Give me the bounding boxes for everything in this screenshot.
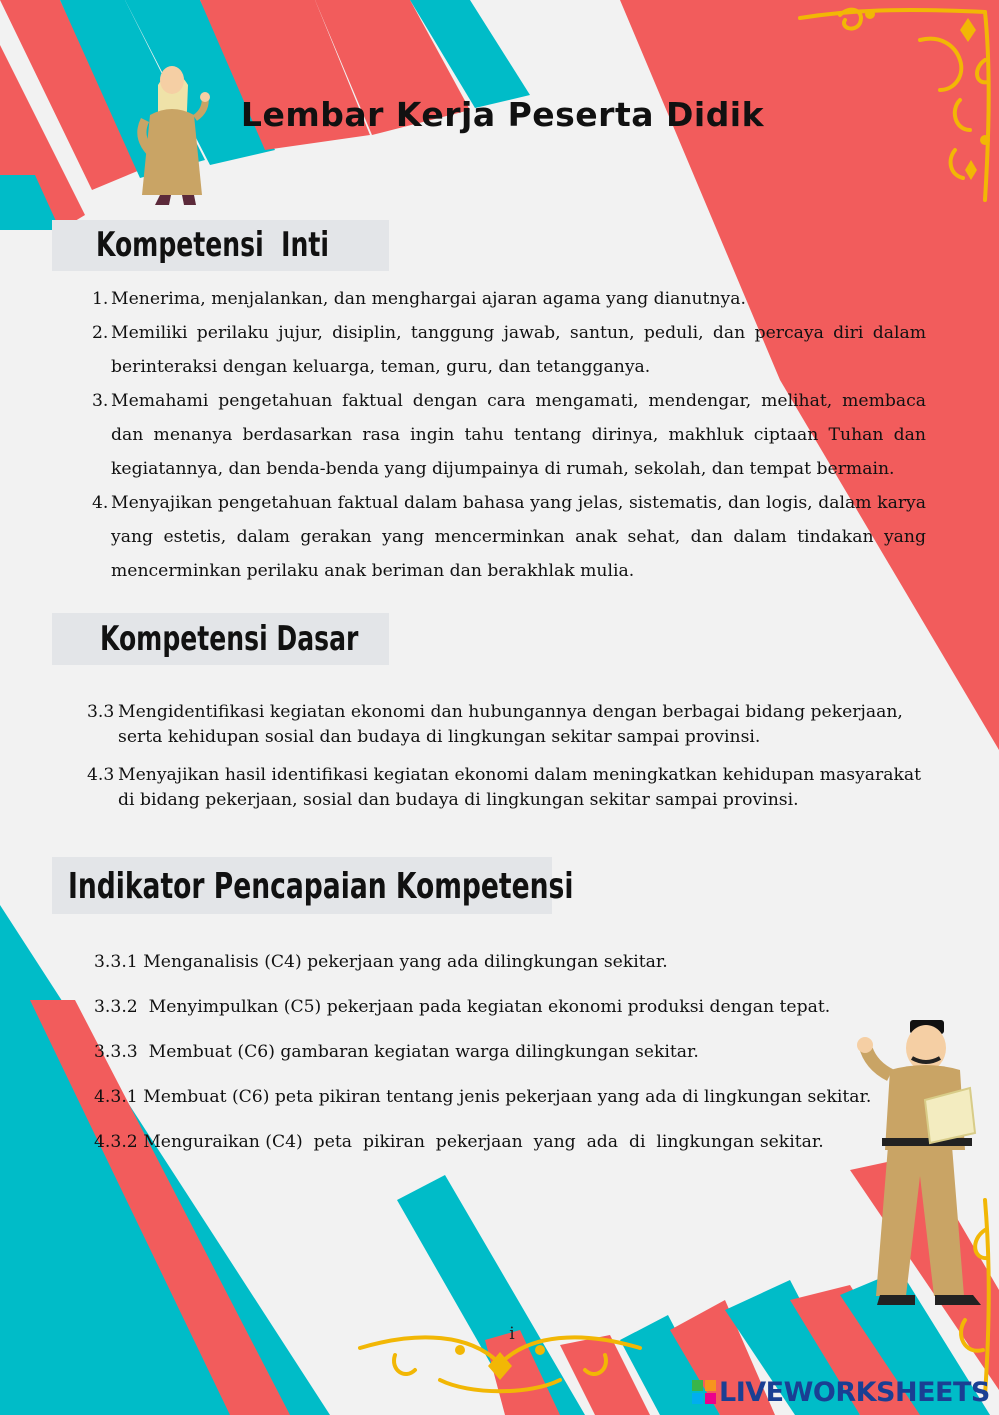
indikator-list <box>94 950 874 1175</box>
list-item: 1. Menerima, menjalankan, dan menghargai ajaran agama yang dianutnya. <box>92 289 746 309</box>
liveworksheets-logo-icon <box>692 1380 716 1404</box>
section-heading-indikator: Indikator Pencapaian Kompetensi <box>68 866 574 907</box>
page-title: Lembar Kerja Peserta Didik <box>240 95 765 134</box>
list-item: 4.3.2 Menguraikan (C4) peta pikiran pekerjaan yang ada di lingkungan sekitar. <box>94 1132 824 1152</box>
section-heading-kompetensi-dasar: Kompetensi Dasar <box>100 619 359 659</box>
kompetensi-inti-list <box>92 282 926 588</box>
list-item: 3.3.3 Membuat (C6) gambaran kegiatan warga dilingkungan sekitar. <box>94 1042 699 1062</box>
list-item: 3.3 Mengidentifikasi kegiatan ekonomi dan hubungannya dengan berbagai bidang pekerjaan, serta kehidupan sosial dan budaya di lingkungan sekitar sampai provinsi. <box>87 702 903 747</box>
list-item: 2. Memiliki perilaku jujur, disiplin, tanggung jawab, santun, peduli, dan percaya diri dalam berinteraksi dengan keluarga, teman, guru, dan tetangganya. <box>92 323 926 377</box>
page-number: i <box>509 1324 515 1344</box>
liveworksheets-watermark <box>692 1374 992 1410</box>
list-item: 3.3.1 Menganalisis (C4) pekerjaan yang ada dilingkungan sekitar. <box>94 952 668 972</box>
section-heading-kompetensi-inti: Kompetensi Inti <box>96 225 329 265</box>
list-item: 4.3.1 Membuat (C6) peta pikiran tentang jenis pekerjaan yang ada di lingkungan sekitar. <box>94 1087 872 1107</box>
list-item: 3. Memahami pengetahuan faktual dengan cara mengamati, mendengar, melihat, membaca dan menanya berdasarkan rasa ingin tahu tentang dirinya, makhluk ciptaan Tuhan dan kegiatannya, dan benda-benda yang dijumpainya di rumah, sekolah, dan tempat bermain. <box>92 391 926 479</box>
list-item: 4.3 Menyajikan hasil identifikasi kegiatan ekonomi dalam meningkatkan kehidupan masyarakat di bidang pekerjaan, sosial dan budaya di lingkungan sekitar sampai provinsi. <box>87 765 922 810</box>
list-item: 3.3.2 Menyimpulkan (C5) pekerjaan pada kegiatan ekonomi produksi dengan tepat. <box>94 997 831 1017</box>
brand-label: LIVEWORKSHEETS <box>719 1376 990 1408</box>
kompetensi-dasar-list <box>87 700 927 826</box>
list-item: 4. Menyajikan pengetahuan faktual dalam bahasa yang jelas, sistematis, dan logis, dalam karya yang estetis, dalam gerakan yang mencerminkan anak sehat, dan dalam tindakan yang mencerminkan perilaku anak beriman dan berakhlak mulia. <box>92 493 926 581</box>
